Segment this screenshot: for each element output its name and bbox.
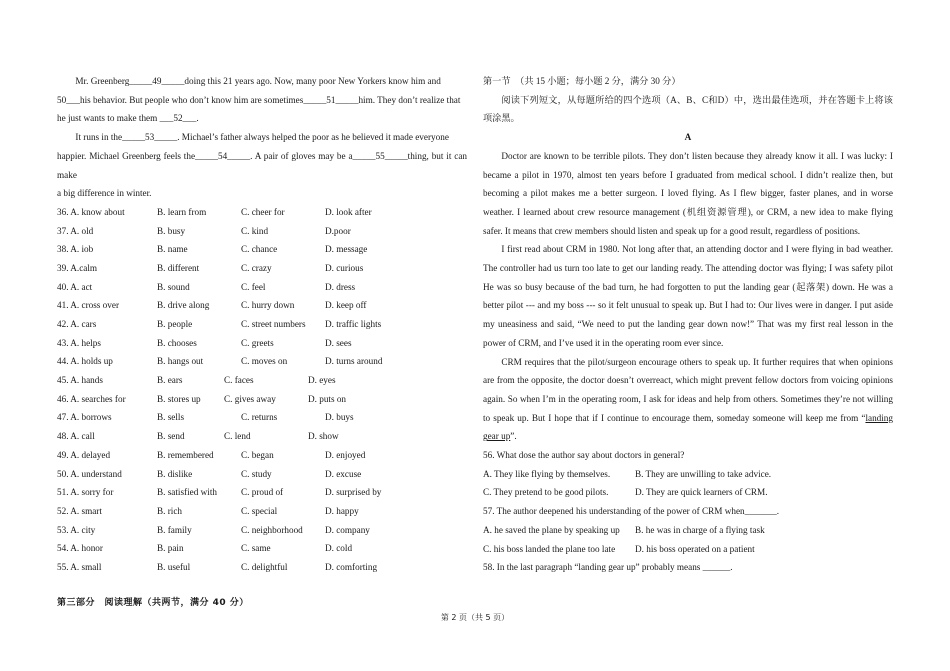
option-d[interactable]: D. show: [308, 431, 339, 442]
option-b[interactable]: B. stores up: [157, 393, 201, 404]
option-a[interactable]: 48. A. call: [57, 431, 95, 442]
option-a[interactable]: 44. A. holds up: [57, 356, 113, 367]
question-row: [57, 334, 467, 353]
instruction-text: 阅读下列短文，从每题所给的四个选项（A、B、C和D）中，选出最佳选项，并在答题卡上将该项涂黑。: [483, 94, 893, 124]
option-b[interactable]: B. hangs out: [157, 356, 204, 367]
cloze-line: happier. Michael Greenberg feels the_____54_____. A pair of gloves may be a_____55_____thing, but it can make: [57, 150, 467, 180]
option-a[interactable]: 45. A. hands: [57, 375, 103, 386]
cloze-line: Mr. Greenberg_____49_____doing this 21 years ago. Now, many poor New Yorkers know him and: [75, 76, 441, 86]
question-row: [57, 539, 467, 558]
question-row: [57, 465, 467, 484]
option-b[interactable]: B. family: [157, 524, 192, 535]
section-title: 第三部分 阅读理解（共两节，满分 40 分）: [57, 597, 249, 608]
question-row: [57, 502, 467, 521]
option-d[interactable]: D. keep off: [325, 300, 367, 311]
question-row: [57, 240, 467, 259]
left-column: [57, 72, 467, 608]
question-row: [57, 222, 467, 241]
paragraph-text: CRM requires that the pilot/surgeon encourage others to speak up. It further requires that when opinions are from the opposite, the doctor doesn’t overreact, which might prevent fellow doctors from voicing opinions again. So when I’m in the operating room, I ask for ideas and help from others. Sometimes they’re not willing to speak up. But I hope that if I continue to encourage them, someday someone will keep me from “: [483, 356, 893, 423]
option-b[interactable]: B. rich: [157, 505, 183, 516]
option-a[interactable]: 49. A. delayed: [57, 449, 111, 460]
question-56: 56. What dose the author say about doctors in general?: [483, 450, 685, 461]
cloze-line: he just wants to make them ___52___.: [57, 113, 199, 124]
option-d[interactable]: D. look after: [325, 206, 372, 217]
cloze-line: a big difference in winter.: [57, 188, 152, 199]
option-a[interactable]: 53. A. city: [57, 524, 96, 535]
question-row: [57, 390, 467, 409]
question-row: [57, 278, 467, 297]
option-c[interactable]: C. special: [241, 505, 278, 516]
option-c[interactable]: C. feel: [241, 281, 266, 292]
option-b[interactable]: B. send: [157, 431, 185, 442]
question-row: [57, 296, 467, 315]
option-a[interactable]: A. They like flying by themselves.: [483, 468, 611, 479]
option-c[interactable]: C. hurry down: [241, 300, 295, 311]
option-a[interactable]: 40. A. act: [57, 281, 93, 292]
option-b[interactable]: B. learn from: [157, 206, 207, 217]
option-c[interactable]: C. street numbers: [241, 319, 306, 330]
option-b[interactable]: B. busy: [157, 225, 186, 236]
option-a[interactable]: 38. A. iob: [57, 244, 94, 255]
option-b[interactable]: B. useful: [157, 561, 191, 572]
option-c[interactable]: C. proud of: [241, 487, 284, 498]
option-a[interactable]: 43. A. helps: [57, 337, 101, 348]
option-b[interactable]: B. dislike: [157, 468, 193, 479]
option-a[interactable]: 46. A. searches for: [57, 393, 126, 404]
option-a[interactable]: 54. A. honor: [57, 543, 103, 554]
question-57: 57. The author deepened his understanding of the power of CRM when_______.: [483, 506, 780, 517]
question-row: [57, 259, 467, 278]
option-d[interactable]: D. traffic lights: [325, 319, 382, 330]
question-58: 58. In the last paragraph “landing gear up” probably means ______.: [483, 562, 733, 573]
passage-paragraph-3: [483, 353, 893, 447]
option-a[interactable]: 39. A.calm: [57, 262, 98, 273]
option-c[interactable]: C. study: [241, 468, 272, 479]
option-d[interactable]: D. curious: [325, 262, 364, 273]
option-c[interactable]: C. crazy: [241, 262, 272, 273]
option-a[interactable]: A. he saved the plane by speaking up: [483, 524, 620, 535]
option-c[interactable]: C. delightful: [241, 561, 288, 572]
option-d[interactable]: D.poor: [325, 225, 351, 236]
option-b[interactable]: B. sells: [157, 412, 185, 423]
passage-paragraph-2: I first read about CRM in 1980. Not long after that, an attending doctor and I were flying in bad weather. The controller had us turn too late to get our landing ready. The attending doctor was flying; I was safety pilot He was so busy because of the bad turn, he had forgotten to put the landing gear (起落架) down. He was a better pilot --- and my boss --- so it felt unusual to speak up. But I had to: Our lives were in danger. I put aside my uneasiness and said, “We need to put the landing gear down now!” That was my first real lesson in the power of CRM, and I’ve used it in the operating room ever since.: [483, 244, 893, 348]
option-d[interactable]: D. happy: [325, 505, 359, 516]
option-c[interactable]: C. chance: [241, 244, 278, 255]
option-c[interactable]: C. lend: [224, 431, 251, 442]
question-row: [57, 352, 467, 371]
option-b[interactable]: B. sound: [157, 281, 190, 292]
option-d[interactable]: D. enjoyed: [325, 449, 366, 460]
option-a[interactable]: 42. A. cars: [57, 319, 97, 330]
option-c[interactable]: C. began: [241, 449, 274, 460]
option-c[interactable]: C. kind: [241, 225, 269, 236]
option-d[interactable]: D. They are quick learners of CRM.: [635, 487, 768, 498]
cloze-line: 50___his behavior. But people who don’t know him are sometimes_____51_____him. They don’t realize that: [57, 94, 461, 105]
option-b[interactable]: B. remembered: [157, 449, 214, 460]
option-d[interactable]: D. cold: [325, 543, 353, 554]
option-c[interactable]: C. neighborhood: [241, 524, 303, 535]
option-b[interactable]: B. pain: [157, 543, 184, 554]
question-row: [57, 483, 467, 502]
option-a[interactable]: 50. A. understand: [57, 468, 122, 479]
part-heading: 第一节 （共 15 小题；每小题 2 分，满分 30 分）: [483, 76, 681, 86]
option-c[interactable]: C. returns: [241, 412, 278, 423]
options-row: [483, 483, 893, 502]
option-d[interactable]: D. dress: [325, 281, 356, 292]
option-a[interactable]: 36. A. know about: [57, 206, 125, 217]
option-c[interactable]: C. They pretend to be good pilots.: [483, 487, 609, 498]
passage-label: A: [684, 132, 692, 143]
option-c[interactable]: C. cheer for: [241, 206, 285, 217]
options-row: [483, 521, 893, 540]
question-row: [57, 371, 467, 390]
passage-paragraph-1: Doctor are known to be terrible pilots. They don’t listen because they already know it all. I was lucky: I became a pilot in 1970, almost ten years before I graduated from medical school. I didn’t realize then, but becoming a pilot makes me a better surgeon. I loved flying. As I flew bigger, faster planes, and in worse weather. I learned about crew resource management (机组资源管理), or CRM, a new idea to make flying safer. It means that crew members should listen and speak up for a good result, regardless of positions.: [483, 150, 893, 236]
option-c[interactable]: C. his boss landed the plane too late: [483, 543, 616, 554]
option-d[interactable]: D. sees: [325, 337, 352, 348]
question-row: [57, 408, 467, 427]
option-d[interactable]: D. comforting: [325, 561, 378, 572]
option-c[interactable]: C. same: [241, 543, 271, 554]
cloze-paragraph-1: [57, 72, 467, 91]
option-a[interactable]: 47. A. borrows: [57, 412, 112, 423]
question-row: [57, 203, 467, 222]
cloze-paragraph-2: It runs in the_____53_____. Michael’s father always helped the poor as he believed it made everyone: [75, 132, 449, 143]
underlined-phrase: landing gear up: [483, 412, 893, 442]
question-row: [57, 521, 467, 540]
paragraph-text: ”.: [510, 431, 517, 442]
right-column: [483, 72, 893, 577]
option-d[interactable]: D. his boss operated on a patient: [635, 543, 755, 554]
option-b[interactable]: B. name: [157, 244, 188, 255]
option-b[interactable]: B. he was in charge of a flying task: [635, 524, 765, 535]
option-d[interactable]: D. message: [325, 244, 368, 255]
option-d[interactable]: D. eyes: [308, 375, 336, 386]
cloze-question-list: [57, 203, 467, 577]
question-row: [57, 315, 467, 334]
option-c[interactable]: C. moves on: [241, 356, 288, 367]
option-b[interactable]: B. people: [157, 319, 193, 330]
question-row: [57, 427, 467, 446]
option-c[interactable]: C. gives away: [224, 393, 276, 404]
option-b[interactable]: B. different: [157, 262, 200, 273]
option-a[interactable]: 52. A. smart: [57, 505, 102, 516]
option-b[interactable]: B. chooses: [157, 337, 197, 348]
option-d[interactable]: D. excuse: [325, 468, 362, 479]
option-d[interactable]: D. puts on: [308, 393, 347, 404]
option-a[interactable]: 37. A. old: [57, 225, 94, 236]
option-a[interactable]: 51. A. sorry for: [57, 487, 114, 498]
question-row: [57, 558, 467, 577]
option-b[interactable]: B. ears: [157, 375, 183, 386]
option-b[interactable]: B. satisfied with: [157, 487, 217, 498]
option-a[interactable]: 55. A. small: [57, 561, 102, 572]
option-d[interactable]: D. surprised by: [325, 487, 382, 498]
option-d[interactable]: D. company: [325, 524, 370, 535]
option-c[interactable]: C. greets: [241, 337, 274, 348]
option-c[interactable]: C. faces: [224, 375, 254, 386]
option-b[interactable]: B. drive along: [157, 300, 210, 311]
options-row: [483, 465, 893, 484]
page-footer: 第 2 页（共 5 页）: [440, 613, 510, 622]
option-b[interactable]: B. They are unwilling to take advice.: [635, 468, 772, 479]
question-row: [57, 446, 467, 465]
option-d[interactable]: D. turns around: [325, 356, 383, 367]
option-a[interactable]: 41. A. cross over: [57, 300, 120, 311]
options-row: [483, 540, 893, 559]
option-d[interactable]: D. buys: [325, 412, 354, 423]
